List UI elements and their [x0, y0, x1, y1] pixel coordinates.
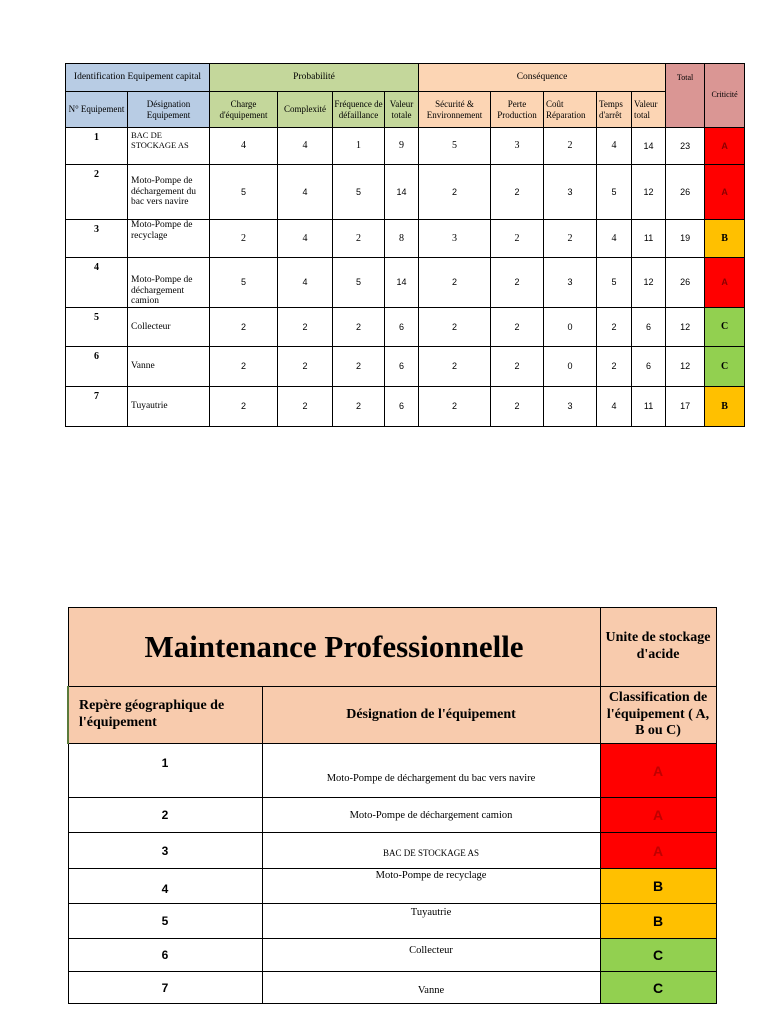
valeur-totale-value: 6 — [385, 308, 419, 347]
complexite-value: 2 — [278, 387, 333, 427]
classification-header: Classification de l'équipement ( A, B ou C) — [600, 687, 716, 744]
frequence-value: 1 — [333, 128, 385, 165]
frequence-value: 2 — [333, 347, 385, 387]
repere-value: 3 — [68, 833, 262, 869]
repere-value: 2 — [68, 798, 262, 833]
designation-value: Moto-Pompe de recyclage — [262, 869, 600, 904]
charge-value: 2 — [210, 347, 278, 387]
table-row — [68, 833, 716, 869]
table-row — [66, 220, 745, 258]
complexite-value: 4 — [278, 128, 333, 165]
charge-value: 2 — [210, 308, 278, 347]
maintenance-classification-table — [67, 607, 717, 1004]
repere-value: 1 — [68, 744, 262, 798]
equipment-designation: Tuyautrie — [128, 387, 210, 427]
valeur-total-value: 12 — [632, 258, 666, 308]
equipment-number: 2 — [66, 165, 128, 220]
cout-value: 2 — [544, 128, 597, 165]
complexite-header: Complexité — [278, 92, 333, 128]
table-row — [66, 258, 745, 308]
temps-value: 5 — [597, 165, 632, 220]
table-row — [68, 798, 716, 833]
designation-value: BAC DE STOCKAGE AS — [262, 833, 600, 869]
temps-value: 2 — [597, 347, 632, 387]
valeur-total-value: 14 — [632, 128, 666, 165]
equipment-designation: Moto-Pompe de déchargement camion — [128, 258, 210, 308]
valeur-totale-value: 6 — [385, 387, 419, 427]
valeur-total-header: Valeur total — [632, 92, 666, 128]
temps-value: 4 — [597, 128, 632, 165]
perte-value: 2 — [491, 387, 544, 427]
unit-label: Unite de stockage d'acide — [600, 608, 716, 687]
complexite-value: 4 — [278, 258, 333, 308]
total-value: 19 — [666, 220, 705, 258]
equipment-number: 3 — [66, 220, 128, 258]
temps-value: 2 — [597, 308, 632, 347]
perte-value: 2 — [491, 165, 544, 220]
securite-value: 5 — [419, 128, 491, 165]
total-header: Total — [666, 64, 705, 128]
perte-value: 2 — [491, 258, 544, 308]
equipment-number: 4 — [66, 258, 128, 308]
equipment-number: 6 — [66, 347, 128, 387]
equipment-number: 5 — [66, 308, 128, 347]
table-row — [66, 347, 745, 387]
probabilite-header: Probabilité — [210, 64, 419, 92]
classification-badge: A — [600, 833, 716, 869]
frequence-value: 2 — [333, 387, 385, 427]
cout-value: 2 — [544, 220, 597, 258]
frequence-value: 2 — [333, 220, 385, 258]
temps-value: 4 — [597, 387, 632, 427]
cout-value: 0 — [544, 308, 597, 347]
total-value: 12 — [666, 308, 705, 347]
valeur-totale-value: 14 — [385, 165, 419, 220]
designation-value: Collecteur — [262, 939, 600, 972]
equipment-designation: Collecteur — [128, 308, 210, 347]
designation-value: Moto-Pompe de déchargement camion — [262, 798, 600, 833]
table-row — [68, 904, 716, 939]
equipment-number: 1 — [66, 128, 128, 165]
classification-badge: A — [600, 798, 716, 833]
cout-value: 3 — [544, 258, 597, 308]
valeur-totale-value: 6 — [385, 347, 419, 387]
repere-value: 5 — [68, 904, 262, 939]
table-row — [66, 387, 745, 427]
cout-value: 3 — [544, 387, 597, 427]
valeur-total-value: 11 — [632, 220, 666, 258]
total-value: 23 — [666, 128, 705, 165]
table-row — [66, 165, 745, 220]
table-row — [68, 869, 716, 904]
criticite-badge: B — [705, 387, 745, 427]
repere-header: Repère géographique de l'équipement — [68, 687, 262, 744]
table-row — [68, 939, 716, 972]
complexite-value: 2 — [278, 308, 333, 347]
valeur-totale-value: 14 — [385, 258, 419, 308]
equipment-designation: Moto-Pompe de déchargement du bac vers navire — [128, 165, 210, 220]
perte-value: 2 — [491, 347, 544, 387]
complexite-value: 4 — [278, 165, 333, 220]
charge-value: 4 — [210, 128, 278, 165]
criticite-badge: C — [705, 347, 745, 387]
securite-value: 2 — [419, 347, 491, 387]
valeur-total-value: 11 — [632, 387, 666, 427]
criticite-badge: A — [705, 128, 745, 165]
designation-value: Moto-Pompe de déchargement du bac vers navire — [262, 744, 600, 798]
designation-value: Vanne — [262, 972, 600, 1004]
valeur-totale-header: Valeur totale — [385, 92, 419, 128]
frequence-value: 2 — [333, 308, 385, 347]
charge-value: 5 — [210, 165, 278, 220]
criticite-badge: A — [705, 258, 745, 308]
criticite-badge: C — [705, 308, 745, 347]
charge-header: Charge d'équipement — [210, 92, 278, 128]
equipment-designation: Vanne — [128, 347, 210, 387]
securite-value: 3 — [419, 220, 491, 258]
cout-header: Coût Réparation — [544, 92, 597, 128]
temps-header: Temps d'arrêt — [597, 92, 632, 128]
repere-value: 4 — [68, 869, 262, 904]
valeur-total-value: 6 — [632, 308, 666, 347]
valeur-total-value: 12 — [632, 165, 666, 220]
table-row — [68, 744, 716, 798]
valeur-total-value: 6 — [632, 347, 666, 387]
perte-header: Perte Production — [491, 92, 544, 128]
repere-value: 7 — [68, 972, 262, 1004]
designation-header: Désignation Equipement — [128, 92, 210, 128]
charge-value: 2 — [210, 387, 278, 427]
securite-value: 2 — [419, 308, 491, 347]
equipment-number: 7 — [66, 387, 128, 427]
perte-value: 3 — [491, 128, 544, 165]
criticite-badge: B — [705, 220, 745, 258]
total-value: 17 — [666, 387, 705, 427]
complexite-value: 2 — [278, 347, 333, 387]
charge-value: 5 — [210, 258, 278, 308]
perte-value: 2 — [491, 220, 544, 258]
identification-header: Identification Equipement capital — [66, 64, 210, 92]
cout-value: 3 — [544, 165, 597, 220]
criticality-analysis-table — [65, 63, 745, 427]
criticite-badge: A — [705, 165, 745, 220]
repere-value: 6 — [68, 939, 262, 972]
total-value: 12 — [666, 347, 705, 387]
temps-value: 4 — [597, 220, 632, 258]
maintenance-title: Maintenance Professionnelle — [68, 608, 600, 687]
valeur-totale-value: 9 — [385, 128, 419, 165]
classification-badge: C — [600, 939, 716, 972]
total-value: 26 — [666, 165, 705, 220]
securite-value: 2 — [419, 258, 491, 308]
securite-header: Sécurité & Environnement — [419, 92, 491, 128]
equipment-designation: BAC DE STOCKAGE AS — [128, 128, 210, 165]
n-equipement-header: N° Equipement — [66, 92, 128, 128]
valeur-totale-value: 8 — [385, 220, 419, 258]
perte-value: 2 — [491, 308, 544, 347]
frequence-header: Fréquence de défaillance — [333, 92, 385, 128]
designation-value: Tuyautrie — [262, 904, 600, 939]
securite-value: 2 — [419, 165, 491, 220]
consequence-header: Conséquence — [419, 64, 666, 92]
complexite-value: 4 — [278, 220, 333, 258]
frequence-value: 5 — [333, 258, 385, 308]
table-row — [68, 972, 716, 1004]
temps-value: 5 — [597, 258, 632, 308]
classification-badge: B — [600, 869, 716, 904]
classification-badge: C — [600, 972, 716, 1004]
equipment-designation: Moto-Pompe de recyclage — [128, 220, 210, 258]
classification-badge: B — [600, 904, 716, 939]
securite-value: 2 — [419, 387, 491, 427]
cout-value: 0 — [544, 347, 597, 387]
table-row — [66, 308, 745, 347]
criticite-header: Criticité — [705, 64, 745, 128]
designation-header: Désignation de l'équipement — [262, 687, 600, 744]
classification-badge: A — [600, 744, 716, 798]
total-value: 26 — [666, 258, 705, 308]
table-row — [66, 128, 745, 165]
frequence-value: 5 — [333, 165, 385, 220]
charge-value: 2 — [210, 220, 278, 258]
